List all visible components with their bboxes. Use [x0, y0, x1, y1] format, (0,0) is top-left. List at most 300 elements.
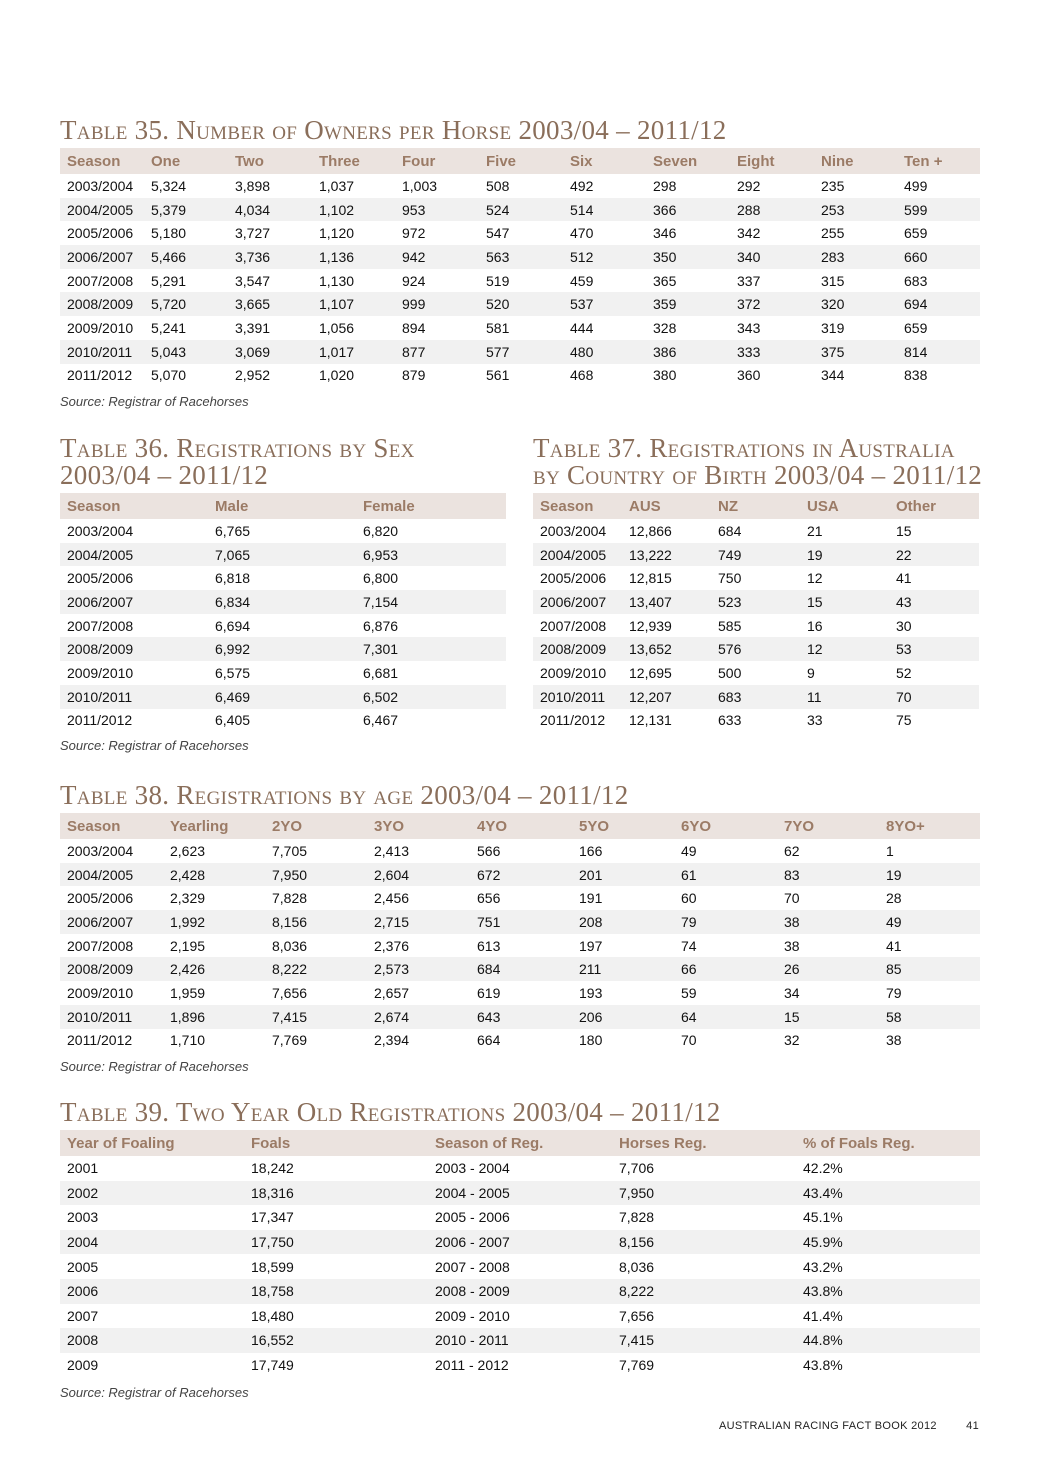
table-39-title: Table 39. Two Year Old Registrations 2003/04 – 2011/12 — [60, 1097, 721, 1127]
table-cell: 643 — [470, 1005, 572, 1029]
table-cell: 52 — [896, 664, 912, 681]
table-row — [60, 519, 506, 543]
table-cell: 2005/2006 — [67, 225, 134, 242]
table-cell: 684 — [718, 522, 742, 539]
table-cell: 1,017 — [312, 340, 395, 364]
table-cell: 2,657 — [374, 984, 410, 1001]
table-row — [60, 174, 980, 198]
table-row — [533, 590, 979, 614]
table-row — [60, 709, 506, 733]
table-cell: 79 — [886, 984, 902, 1001]
column-header: Season — [60, 148, 144, 174]
table-cell: 6,834 — [208, 590, 356, 614]
table-cell: 2,715 — [367, 910, 470, 934]
table-cell: 656 — [477, 890, 501, 907]
table-cell: 2008 - 2009 — [428, 1279, 612, 1304]
table-cell: 359 — [646, 292, 730, 316]
table-cell: 340 — [730, 245, 814, 269]
table-cell: 38 — [784, 937, 800, 954]
table-cell: 350 — [646, 245, 730, 269]
table-cell: 8,156 — [265, 910, 367, 934]
table-cell: 12,131 — [629, 712, 672, 729]
table-cell: 16,552 — [244, 1328, 428, 1353]
table-36-source: Source: Registrar of Racehorses — [60, 738, 249, 753]
table-row — [60, 1156, 980, 1181]
table-cell: 206 — [572, 1005, 674, 1029]
table-cell: 2009/2010 — [67, 984, 134, 1001]
table-cell: 2,428 — [163, 863, 265, 887]
table-cell: 2005/2006 — [67, 890, 134, 907]
column-header: NZ — [711, 493, 800, 519]
table-cell: 2011/2012 — [540, 712, 606, 729]
table-cell: 7,301 — [356, 637, 506, 661]
table-cell: 41.4% — [803, 1307, 843, 1324]
table-cell: 211 — [572, 957, 674, 981]
table-cell: 2009/2010 — [67, 664, 134, 681]
table-39-source: Source: Registrar of Racehorses — [60, 1385, 249, 1400]
table-cell: 360 — [737, 367, 761, 384]
column-header: 2YO — [265, 813, 367, 839]
table-cell: 524 — [479, 198, 563, 222]
table-cell: 5,180 — [151, 225, 187, 242]
table-cell: 585 — [718, 617, 742, 634]
table-row — [60, 1029, 980, 1053]
table-cell: 15 — [800, 590, 889, 614]
table-cell: 7,415 — [265, 1005, 367, 1029]
column-header: Seven — [646, 148, 730, 174]
table-cell: 365 — [653, 272, 677, 289]
table-cell: 7,769 — [619, 1357, 655, 1374]
table-cell: 2010/2011 — [60, 340, 144, 364]
table-cell: 12 — [807, 570, 823, 587]
table-cell: 2007/2008 — [67, 937, 134, 954]
table-cell: 514 — [563, 198, 646, 222]
column-header: Two — [228, 148, 312, 174]
column-header: Other — [889, 493, 979, 519]
table-cell: 5,070 — [151, 367, 187, 384]
table-row — [60, 1230, 980, 1255]
table-cell: 201 — [572, 863, 674, 887]
table-cell: 18,316 — [244, 1181, 428, 1206]
table-row — [60, 269, 980, 293]
table-cell: 15 — [777, 1005, 879, 1029]
table-cell: 193 — [579, 984, 603, 1001]
table-cell: 8,036 — [619, 1258, 655, 1275]
table-cell: 2,573 — [367, 957, 470, 981]
table-cell: 166 — [579, 842, 603, 859]
table-39 — [60, 1130, 980, 1377]
table-cell: 2006 — [60, 1279, 244, 1304]
table-cell: 2003/2004 — [67, 177, 134, 194]
table-row — [533, 614, 979, 638]
table-cell: 2010/2011 — [533, 685, 622, 709]
table-cell: 2007/2008 — [67, 272, 134, 289]
table-cell: 75 — [896, 712, 912, 729]
table-cell: 924 — [402, 272, 426, 289]
table-cell: 512 — [563, 245, 646, 269]
table-cell: 298 — [653, 177, 677, 194]
table-cell: 7,950 — [265, 863, 367, 887]
table-cell: 60 — [681, 890, 697, 907]
table-cell: 2006/2007 — [60, 245, 144, 269]
column-header: 7YO — [777, 813, 879, 839]
table-cell: 2,674 — [367, 1005, 470, 1029]
table-cell: 577 — [479, 340, 563, 364]
table-cell: 563 — [479, 245, 563, 269]
table-cell: 13,222 — [622, 543, 711, 567]
table-cell: 8,156 — [612, 1230, 796, 1255]
table-cell: 18,242 — [251, 1160, 294, 1177]
table-cell: 366 — [646, 198, 730, 222]
table-row — [60, 1304, 980, 1329]
table-cell: 5,720 — [144, 292, 228, 316]
table-row — [60, 957, 980, 981]
table-cell: 30 — [896, 617, 912, 634]
table-row — [533, 709, 979, 733]
table-38-source: Source: Registrar of Racehorses — [60, 1059, 249, 1074]
table-row — [60, 661, 506, 685]
table-cell: 16 — [807, 617, 823, 634]
table-cell: 43 — [889, 590, 979, 614]
table-cell: 70 — [784, 890, 800, 907]
column-header: 8YO+ — [879, 813, 980, 839]
table-cell: 7,769 — [272, 1032, 308, 1049]
table-cell: 444 — [570, 319, 594, 336]
table-cell: 28 — [886, 890, 902, 907]
table-cell: 2011 - 2012 — [435, 1357, 509, 1374]
table-cell: 7,065 — [208, 543, 356, 567]
table-cell: 6,405 — [215, 712, 251, 729]
column-header: 4YO — [470, 813, 572, 839]
table-cell: 581 — [486, 319, 510, 336]
table-cell: 13,652 — [622, 637, 711, 661]
footer-book-title: AUSTRALIAN RACING FACT BOOK 2012 — [718, 1420, 937, 1432]
column-header: Season — [60, 813, 163, 839]
table-cell: 66 — [674, 957, 777, 981]
table-cell: 619 — [477, 984, 501, 1001]
table-row — [60, 1205, 980, 1230]
table-cell: 5,379 — [144, 198, 228, 222]
table-cell: 2003 — [67, 1209, 99, 1226]
column-header: Four — [395, 148, 479, 174]
table-cell: 5,241 — [151, 319, 187, 336]
table-cell: 386 — [646, 340, 730, 364]
table-row — [60, 863, 980, 887]
table-cell: 547 — [486, 225, 510, 242]
column-header: Ten + — [897, 148, 980, 174]
table-cell: 7,656 — [272, 984, 308, 1001]
table-cell: 2,376 — [374, 937, 410, 954]
table-cell: 43.4% — [796, 1181, 980, 1206]
table-36 — [60, 493, 506, 732]
table-cell: 2004 - 2005 — [428, 1181, 612, 1206]
header-row — [60, 148, 980, 174]
table-cell: 3,547 — [235, 272, 271, 289]
table-cell: 62 — [784, 842, 800, 859]
table-cell: 9 — [807, 664, 815, 681]
table-cell: 5,466 — [144, 245, 228, 269]
table-cell: 2008/2009 — [533, 637, 622, 661]
table-cell: 2003/2004 — [67, 522, 134, 539]
page-number: 41 — [966, 1420, 979, 1432]
table-cell: 58 — [879, 1005, 980, 1029]
table-cell: 2006/2007 — [60, 590, 208, 614]
table-35-source: Source: Registrar of Racehorses — [60, 394, 249, 409]
table-cell: 942 — [395, 245, 479, 269]
table-cell: 2007/2008 — [540, 617, 607, 634]
table-cell: 343 — [737, 319, 761, 336]
table-row — [60, 1279, 980, 1304]
table-37-title-line2: by Country of Birth 2003/04 – 2011/12 — [533, 460, 983, 490]
column-header: Male — [208, 493, 356, 519]
column-header: Year of Foaling — [60, 1130, 244, 1156]
table-cell: 2,952 — [235, 367, 271, 384]
column-header: USA — [800, 493, 889, 519]
table-cell: 49 — [681, 842, 697, 859]
table-cell: 2010 - 2011 — [428, 1328, 612, 1353]
column-header: Five — [479, 148, 563, 174]
table-37-title-line1: Table 37. Registrations in Australia — [533, 433, 955, 463]
table-row — [533, 685, 979, 709]
table-cell: 21 — [807, 522, 823, 539]
table-cell: 2008 — [60, 1328, 244, 1353]
table-cell: 1,003 — [402, 177, 438, 194]
table-cell: 2004 — [60, 1230, 244, 1255]
table-36-title-line2: 2003/04 – 2011/12 — [60, 460, 269, 490]
column-header: 5YO — [572, 813, 674, 839]
table-cell: 519 — [486, 272, 510, 289]
table-cell: 4,034 — [228, 198, 312, 222]
table-cell: 2005/2006 — [67, 570, 134, 587]
table-cell: 83 — [777, 863, 879, 887]
table-cell: 375 — [814, 340, 897, 364]
table-cell: 2008/2009 — [60, 292, 144, 316]
table-cell: 633 — [718, 712, 742, 729]
column-header: Horses Reg. — [612, 1130, 796, 1156]
table-cell: 42.2% — [803, 1160, 843, 1177]
table-cell: 3,727 — [235, 225, 271, 242]
table-cell: 6,681 — [363, 664, 399, 681]
column-header: Season — [533, 493, 622, 519]
table-cell: 2006/2007 — [60, 910, 163, 934]
table-cell: 79 — [674, 910, 777, 934]
table-cell: 2006 - 2007 — [428, 1230, 612, 1255]
table-cell: 838 — [904, 367, 928, 384]
table-cell: 750 — [718, 570, 742, 587]
table-cell: 3,898 — [235, 177, 271, 194]
table-cell: 5,324 — [151, 177, 187, 194]
table-cell: 49 — [879, 910, 980, 934]
table-cell: 180 — [579, 1032, 603, 1049]
table-cell: 520 — [479, 292, 563, 316]
table-cell: 19 — [879, 863, 980, 887]
table-cell: 208 — [572, 910, 674, 934]
table-cell: 26 — [777, 957, 879, 981]
table-row — [60, 614, 506, 638]
table-cell: 2011/2012 — [67, 367, 133, 384]
table-cell: 894 — [402, 319, 426, 336]
table-row — [60, 1353, 980, 1378]
table-cell: 17,347 — [251, 1209, 294, 1226]
table-cell: 197 — [579, 937, 603, 954]
table-cell: 43.8% — [796, 1279, 980, 1304]
table-cell: 41 — [886, 937, 902, 954]
table-cell: 372 — [730, 292, 814, 316]
table-cell: 660 — [897, 245, 980, 269]
table-cell: 613 — [477, 937, 501, 954]
table-cell: 470 — [570, 225, 594, 242]
table-cell: 999 — [395, 292, 479, 316]
page-footer — [719, 1420, 979, 1432]
table-cell: 7,154 — [356, 590, 506, 614]
table-cell: 2,195 — [170, 937, 206, 954]
table-cell: 34 — [784, 984, 800, 1001]
table-cell: 694 — [897, 292, 980, 316]
table-cell: 1,959 — [170, 984, 206, 1001]
table-cell: 7,706 — [619, 1160, 655, 1177]
header-row — [60, 1130, 980, 1156]
table-row — [60, 566, 506, 590]
table-cell: 328 — [653, 319, 677, 336]
column-header: Season of Reg. — [428, 1130, 612, 1156]
table-cell: 2002 — [60, 1181, 244, 1206]
table-cell: 2007 - 2008 — [435, 1258, 510, 1275]
table-cell: 1,896 — [163, 1005, 265, 1029]
table-cell: 877 — [395, 340, 479, 364]
table-cell: 599 — [897, 198, 980, 222]
table-row — [60, 886, 980, 910]
table-cell: 6,765 — [215, 522, 251, 539]
table-cell: 5,043 — [144, 340, 228, 364]
table-row — [533, 519, 979, 543]
table-cell: 2003 - 2004 — [435, 1160, 510, 1177]
table-cell: 1 — [886, 842, 894, 859]
table-cell: 6,694 — [215, 617, 251, 634]
table-cell: 6,800 — [363, 570, 399, 587]
table-cell: 342 — [737, 225, 761, 242]
table-cell: 45.1% — [803, 1209, 843, 1226]
table-cell: 1,992 — [163, 910, 265, 934]
table-row — [60, 364, 980, 388]
table-cell: 664 — [477, 1032, 501, 1049]
table-cell: 2,604 — [367, 863, 470, 887]
table-cell: 1,107 — [312, 292, 395, 316]
table-cell: 18,758 — [244, 1279, 428, 1304]
table-cell: 33 — [807, 712, 823, 729]
table-cell: 319 — [821, 319, 845, 336]
table-cell: 659 — [904, 319, 928, 336]
table-cell: 41 — [896, 570, 912, 587]
table-cell: 292 — [737, 177, 761, 194]
table-cell: 6,467 — [363, 712, 399, 729]
table-cell: 814 — [897, 340, 980, 364]
table-cell: 59 — [681, 984, 697, 1001]
table-cell: 85 — [879, 957, 980, 981]
column-header: AUS — [622, 493, 711, 519]
table-cell: 15 — [896, 522, 912, 539]
table-cell: 566 — [477, 842, 501, 859]
table-cell: 2003/2004 — [540, 522, 607, 539]
table-cell: 1,130 — [319, 272, 355, 289]
table-cell: 3,665 — [228, 292, 312, 316]
table-row — [60, 316, 980, 340]
table-cell: 751 — [470, 910, 572, 934]
table-row — [60, 1328, 980, 1353]
table-row — [60, 910, 980, 934]
table-row — [60, 1181, 980, 1206]
table-cell: 2,456 — [374, 890, 410, 907]
table-cell: 508 — [486, 177, 510, 194]
table-cell: 683 — [711, 685, 800, 709]
table-cell: 18,480 — [251, 1307, 294, 1324]
table-cell: 2,413 — [374, 842, 410, 859]
column-header: Six — [563, 148, 646, 174]
table-cell: 38 — [777, 910, 879, 934]
table-cell: 6,953 — [356, 543, 506, 567]
table-row — [533, 566, 979, 590]
table-cell: 2008/2009 — [60, 957, 163, 981]
table-35-title: Table 35. Number of Owners per Horse 2003/04 – 2011/12 — [60, 115, 727, 145]
table-row — [60, 590, 506, 614]
table-cell: 3,069 — [228, 340, 312, 364]
table-cell: 2004/2005 — [60, 543, 208, 567]
column-header: % of Foals Reg. — [796, 1130, 980, 1156]
column-header: Foals — [244, 1130, 428, 1156]
table-row — [60, 221, 980, 245]
table-cell: 561 — [486, 367, 510, 384]
table-cell: 12,207 — [622, 685, 711, 709]
table-cell: 7,656 — [619, 1307, 655, 1324]
table-cell: 70 — [889, 685, 979, 709]
table-cell: 683 — [904, 272, 928, 289]
table-cell: 684 — [470, 957, 572, 981]
table-cell: 7,950 — [612, 1181, 796, 1206]
table-cell: 43.2% — [803, 1258, 843, 1275]
table-cell: 17,750 — [244, 1230, 428, 1255]
table-cell: 7,828 — [272, 890, 308, 907]
table-cell: 1,120 — [319, 225, 355, 242]
table-cell: 953 — [395, 198, 479, 222]
table-row — [60, 340, 980, 364]
table-cell: 6,469 — [208, 685, 356, 709]
header-row — [60, 493, 506, 519]
table-row — [60, 1254, 980, 1279]
table-cell: 253 — [814, 198, 897, 222]
table-cell: 492 — [570, 177, 594, 194]
table-cell: 8,222 — [612, 1279, 796, 1304]
table-cell: 12,815 — [629, 570, 672, 587]
table-cell: 6,502 — [356, 685, 506, 709]
table-cell: 2005 - 2006 — [435, 1209, 510, 1226]
table-cell: 7,705 — [272, 842, 308, 859]
table-cell: 7,828 — [619, 1209, 655, 1226]
table-cell: 255 — [821, 225, 845, 242]
table-cell: 12 — [800, 637, 889, 661]
table-cell: 6,575 — [215, 664, 251, 681]
table-cell: 2007 — [67, 1307, 99, 1324]
table-cell: 337 — [737, 272, 761, 289]
table-cell: 537 — [563, 292, 646, 316]
table-cell: 1,020 — [319, 367, 355, 384]
table-cell: 333 — [730, 340, 814, 364]
table-row — [60, 637, 506, 661]
table-35 — [60, 148, 980, 387]
table-cell: 17,749 — [251, 1357, 294, 1374]
table-row — [533, 661, 979, 685]
table-cell: 972 — [402, 225, 426, 242]
table-cell: 344 — [821, 367, 845, 384]
table-cell: 480 — [563, 340, 646, 364]
